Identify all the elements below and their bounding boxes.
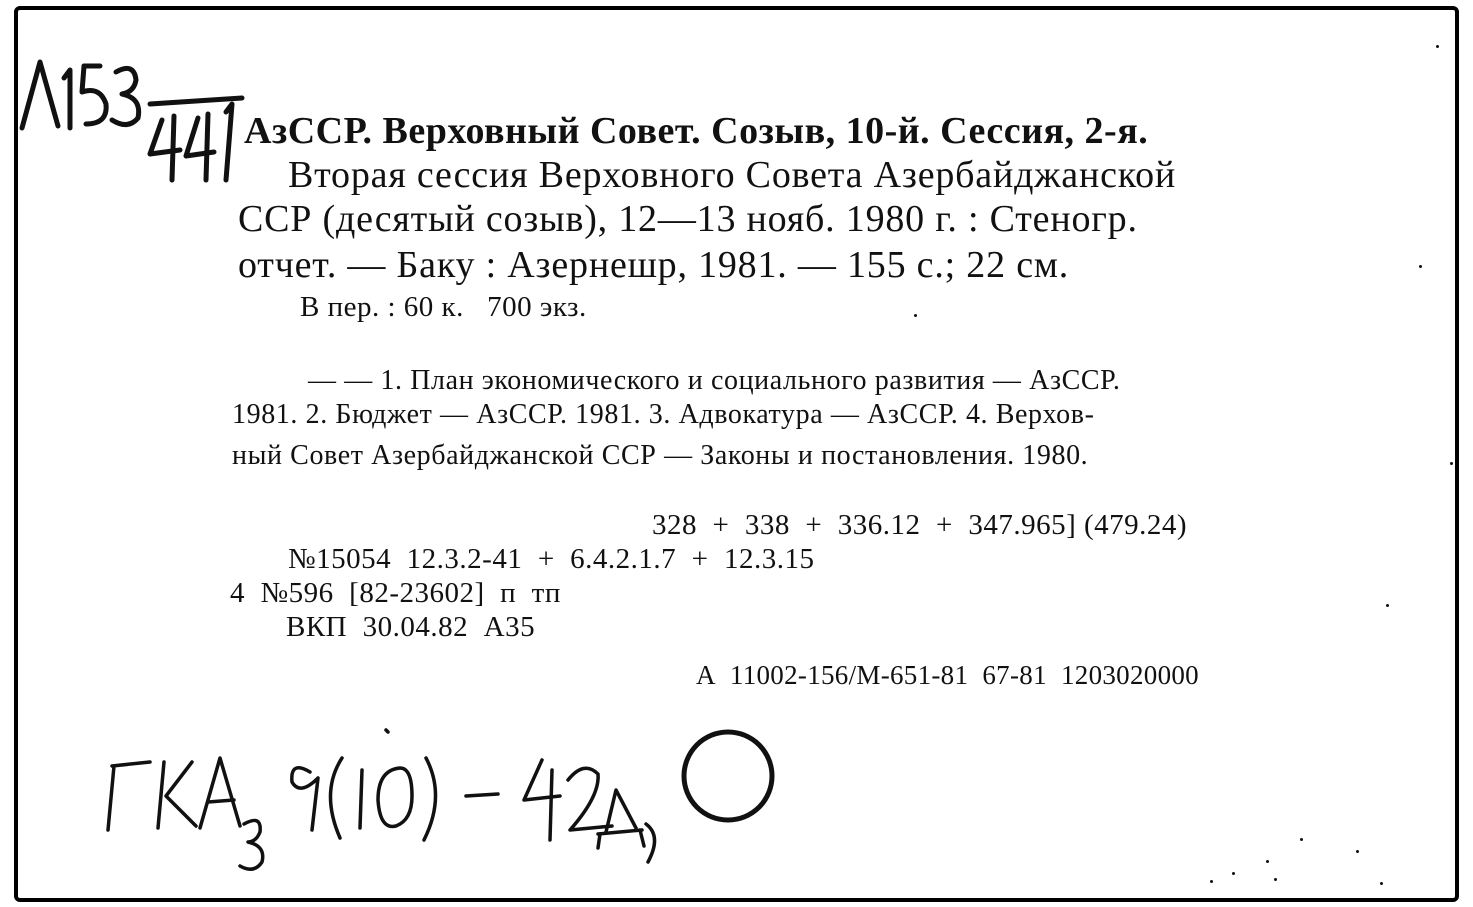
- scan-speck: [1232, 872, 1235, 875]
- scan-speck: [1266, 860, 1269, 863]
- classification-line-2: №15054 12.3.2-41 + 6.4.2.1.7 + 12.3.15: [288, 543, 815, 575]
- classification-line-4: ВКП 30.04.82 А35: [286, 611, 536, 643]
- scan-speck: [1210, 880, 1213, 883]
- scan-speck: [1450, 462, 1453, 465]
- circle-mark: [684, 732, 772, 820]
- price-line: В пер. : 60 к. 700 экз.: [300, 291, 587, 323]
- subjects-line-2: 1981. 2. Бюджет — АзССР. 1981. 3. Адвокатура — АзССР. 4. Верхов-: [232, 399, 1095, 430]
- scan-speck: [1300, 838, 1303, 841]
- scan-speck: [1419, 265, 1422, 268]
- scan-speck: [1356, 850, 1359, 853]
- description-line-2: ССР (десятый созыв), 12—13 нояб. 1980 г. : Стеногр.: [238, 198, 1138, 240]
- classification-line-3: 4 №596 [82-23602] п тп: [230, 577, 561, 609]
- scan-speck: [1274, 878, 1277, 881]
- scan-speck: [1380, 882, 1383, 885]
- classification-line-1: 328 + 338 + 336.12 + 347.965] (479.24): [652, 509, 1188, 541]
- scan-speck: [1436, 45, 1439, 48]
- scan-speck: [1386, 604, 1389, 607]
- subjects-line-3: ный Совет Азербайджанской ССР — Законы и постановления. 1980.: [232, 440, 1089, 471]
- publisher-code: А 11002-156/М-651-81 67-81 1203020000: [696, 660, 1199, 690]
- scan-speck: [914, 314, 917, 317]
- card-heading: АзССР. Верховный Совет. Созыв, 10-й. Сессия, 2-я.: [244, 110, 1149, 152]
- subjects-line-1: — — 1. План экономического и социального развития — АзССР.: [308, 365, 1121, 396]
- description-line-1: Вторая сессия Верховного Совета Азербайджанской: [288, 154, 1177, 196]
- description-line-3: отчет. — Баку : Азернешр, 1981. — 155 с.; 22 см.: [238, 244, 1070, 286]
